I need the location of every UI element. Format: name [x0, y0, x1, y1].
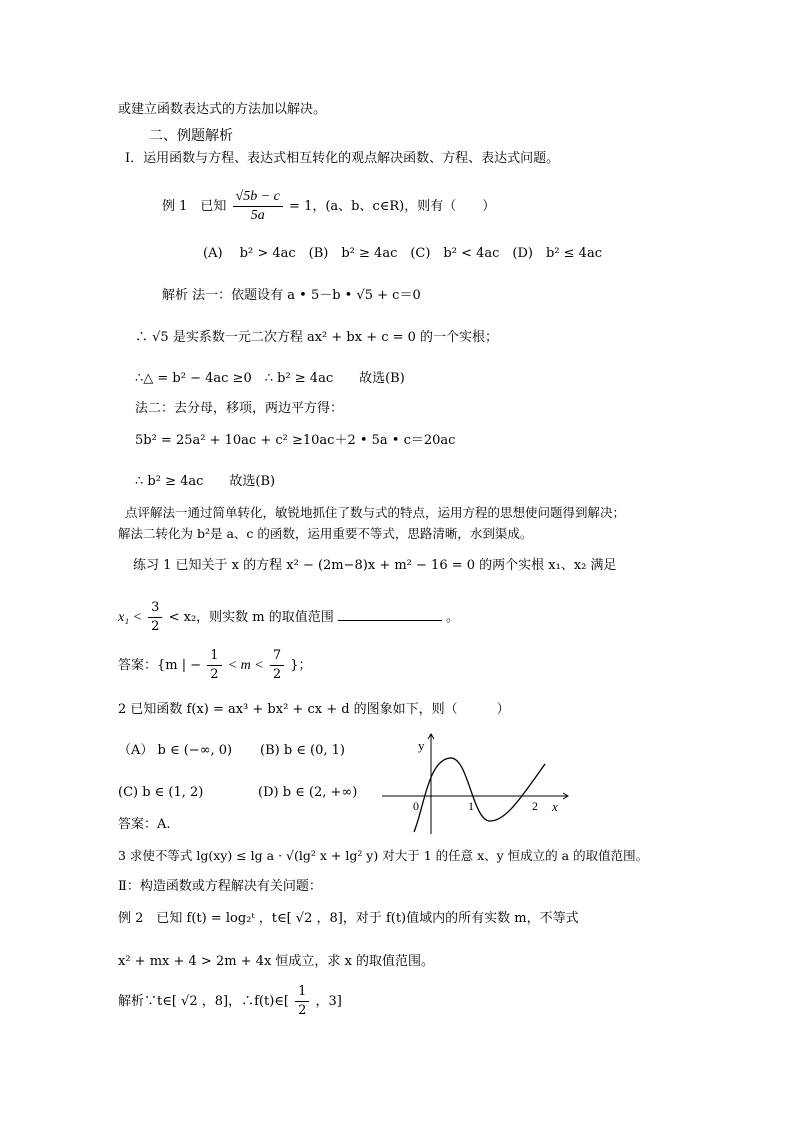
answer-1-middle: < m <: [227, 658, 264, 673]
solution-line-3: ∴△ = b² − 4ac ≥0 ∴ b² ≥ 4ac 故选(B): [135, 371, 405, 386]
practice-1-lhs: x₁ <: [118, 610, 143, 625]
example-1-prefix: 例 1 已知: [162, 199, 227, 214]
answer-1: [118, 646, 312, 686]
example-2-inequality: x² + mx + 4 > 2m + 4x 恒成立，求 x 的取值范围。: [118, 954, 435, 969]
example-2-solution-suffix: ，3]: [315, 994, 342, 1009]
question-3: 3 求使不等式 lg(xy) ≤ lg a · √(lg² x + lg² y) 对大于 1 的任意 x、y 恒成立的 a 的取值范围。: [118, 848, 649, 863]
tick-label-2: 2: [532, 799, 538, 813]
fraction-denominator: 2: [272, 667, 282, 682]
answer-1-fraction-2: [270, 647, 284, 684]
fraction-numerator: 3: [148, 599, 162, 618]
answer-1-suffix: }；: [290, 658, 312, 673]
practice-1-end: 。: [446, 610, 460, 625]
question-2-option-a: （A） b ∈ (−∞, 0): [118, 743, 233, 758]
answer-blank[interactable]: [338, 606, 442, 621]
practice-1-condition: [118, 598, 459, 638]
fraction-denominator: 2: [210, 667, 219, 682]
fraction-denominator: 2: [151, 619, 160, 634]
solution-line-2: ∴ √5 是实系数一元二次方程 ax² + bx + c = 0 的一个实根；: [135, 330, 499, 345]
question-2-answer: 答案：A.: [118, 817, 171, 832]
section-2-heading: Ⅱ：构造函数或方程解决有关问题：: [118, 879, 322, 894]
solution-line-4: 法二：去分母，移项，两边平方得：: [135, 401, 344, 416]
fraction-numerator: 1: [295, 983, 309, 1002]
example-2-solution-fraction: [295, 983, 309, 1020]
y-axis-label: y: [418, 738, 425, 753]
solution-line-5: 5b² = 25a² + 10ac + c² ≥10ac＋2 • 5a • c＝20ac: [135, 433, 456, 448]
example-2: 例 2 已知 f(t) = log₂ᵗ ，t∈[ √2 ，8]，对于 f(t)值域内的所有实数 m，不等式: [118, 911, 579, 926]
text-line-1: 或建立函数表达式的方法加以解决。: [118, 102, 327, 117]
fraction-numerator: √5b − c: [233, 188, 283, 207]
answer-1-fraction-1: [207, 647, 221, 684]
example-1-suffix: = 1，(a、b、c∈R)，则有（ ）: [289, 199, 496, 214]
example-2-solution-prefix: 解析∵t∈[ √2 ，8]，∴f(t)∈[: [118, 994, 289, 1009]
tick-label-1: 1: [468, 799, 474, 813]
solution-line-1: 解析 法一：依题设有 a • 5－b • √5 + c＝0: [162, 288, 421, 303]
section-heading: 二、例题解析: [149, 128, 233, 144]
origin-label: 0: [413, 799, 419, 813]
question-2-option-d: (D) b ∈ (2, +∞): [258, 785, 358, 800]
example-1: [162, 188, 495, 225]
question-2: 2 已知函数 f(x) = ax³ + bx² + cx + d 的图象如下，则（ ）: [118, 702, 510, 717]
function-curve: [414, 758, 545, 832]
example-2-solution: [118, 982, 342, 1022]
practice-1: 练习 1 已知关于 x 的方程 x² − (2m−8)x + m² − 16 = 0 的两个实根 x₁、x₂ 满足: [133, 558, 617, 573]
cubic-function-graph: [372, 730, 572, 835]
fraction-denominator: 2: [298, 1003, 307, 1018]
fraction-numerator: 1: [207, 647, 221, 666]
question-2-option-c: (C) b ∈ (1, 2): [118, 785, 204, 800]
answer-1-prefix: 答案：{m | −: [118, 658, 202, 673]
fraction-numerator: 7: [270, 647, 284, 666]
x-axis-label: x: [552, 799, 558, 814]
topic-heading-1: Ⅰ．运用函数与方程、表达式相互转化的观点解决函数、方程、表达式问题。: [125, 151, 560, 166]
solution-line-6: ∴ b² ≥ 4ac 故选(B): [135, 474, 276, 489]
practice-1-rhs: < x₂，则实数 m 的取值范围: [168, 610, 334, 625]
fraction-denominator: 5a: [250, 208, 265, 223]
comment-line-1: 点评解法一通过简单转化，敏锐地抓住了数与式的特点，运用方程的思想使问题得到解决；: [125, 505, 626, 520]
example-1-fraction: [233, 188, 283, 225]
question-2-option-b: (B) b ∈ (0, 1): [260, 743, 345, 758]
practice-1-fraction: [148, 599, 162, 636]
example-1-options: (A) b² > 4ac (B) b² ≥ 4ac (C) b² < 4ac (D) b² ≤ 4ac: [203, 246, 602, 261]
comment-line-2: 解法二转化为 b²是 a、c 的函数，运用重要不等式，思路清晰，水到渠成。: [118, 526, 533, 541]
